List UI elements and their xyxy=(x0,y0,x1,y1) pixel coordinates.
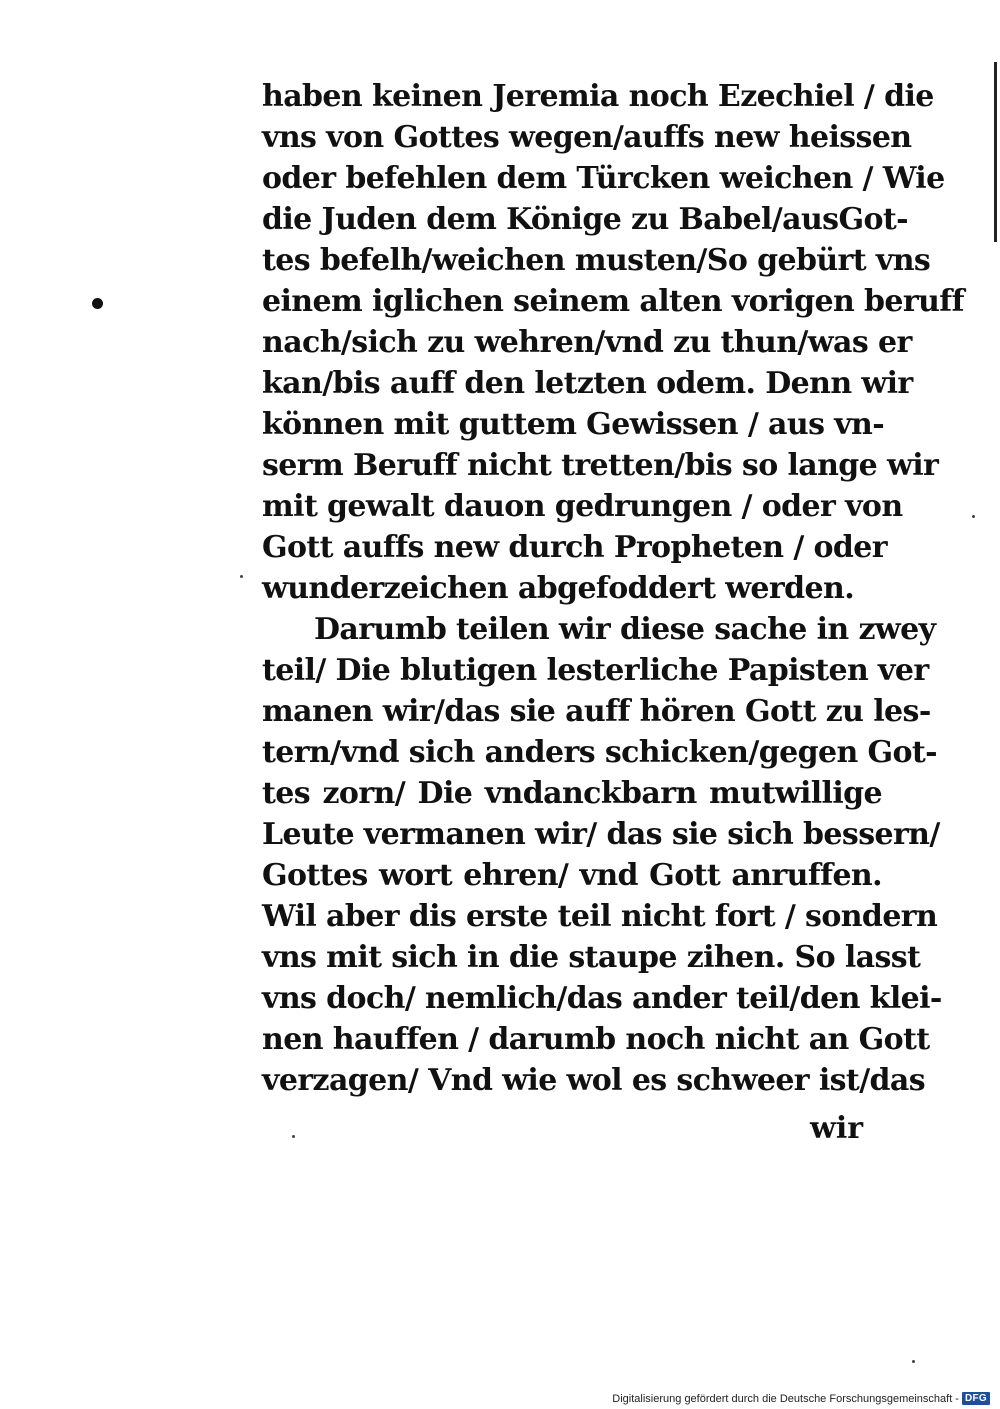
dfg-logo: DFG xyxy=(962,1392,990,1405)
text-line-5: tes befelh/weichen musten/So gebürt vns xyxy=(262,243,931,278)
text-line-25: verzagen/ Vnd wie wol es schweer ist/das xyxy=(262,1063,926,1098)
text-line-19: Leute vermanen wir/ das sie sich bessern/ xyxy=(262,817,940,852)
text-line-2: vns von Gottes wegen/auffs new heissen xyxy=(262,120,912,155)
body-text xyxy=(262,76,964,1101)
paper-speck xyxy=(240,575,243,578)
text-line-11: mit gewalt dauon gedrungen / oder von xyxy=(262,489,903,524)
text-line-1: haben keinen Jeremia noch Ezechiel / die xyxy=(262,79,934,114)
text-line-12: Gott auffs new durch Propheten / oder xyxy=(262,530,887,565)
text-line-22: vns mit sich in die staupe zihen. So lasst xyxy=(262,940,921,975)
text-line-13: wunderzeichen abgefoddert werden. xyxy=(262,571,855,606)
text-line-8: kan/bis auff den letzten odem. Denn wir xyxy=(262,366,913,401)
text-line-16: manen wir/das sie auff hören Gott zu les- xyxy=(262,694,931,729)
text-line-17: tern/vnd sich anders schicken/gegen Got- xyxy=(262,735,938,770)
paper-speck xyxy=(292,1135,295,1138)
text-line-21: Wil aber dis erste teil nicht fort / sondern xyxy=(262,899,938,934)
text-line-24: nen hauffen / darumb noch nicht an Gott xyxy=(262,1022,930,1057)
text-line-18: tes zorn/ Die vndanckbarn mutwillige xyxy=(262,776,882,811)
text-line-9: können mit guttem Gewissen / aus vn- xyxy=(262,407,885,442)
text-line-6: einem iglichen seinem alten vorigen beruff xyxy=(262,284,964,319)
paper-speck xyxy=(972,515,975,518)
text-line-23: vns doch/ nemlich/das ander teil/den klei- xyxy=(262,981,942,1016)
text-line-20: Gottes wort ehren/ vnd Gott anruffen. xyxy=(262,858,882,893)
text-line-15: teil/ Die blutigen lesterliche Papisten ver xyxy=(262,653,929,688)
credit-text: Digitalisierung gefördert durch die Deutsche Forschungsgemeinschaft - xyxy=(612,1392,959,1405)
ink-blot-mark xyxy=(92,298,103,309)
text-line-14: Darumb teilen wir diese sache in zwey xyxy=(314,612,936,647)
text-line-7: nach/sich zu wehren/vnd zu thun/was er xyxy=(262,325,912,360)
text-line-3: oder befehlen dem Türcken weichen / Wie xyxy=(262,161,945,196)
digitization-credit xyxy=(612,1392,990,1405)
page-edge-shadow xyxy=(994,62,997,242)
paper-speck xyxy=(912,1360,915,1363)
text-line-4: die Juden dem Könige zu Babel/ausGot- xyxy=(262,202,909,237)
text-line-10: serm Beruff nicht tretten/bis so lange wir xyxy=(262,448,939,483)
catchword: wir xyxy=(810,1111,864,1146)
